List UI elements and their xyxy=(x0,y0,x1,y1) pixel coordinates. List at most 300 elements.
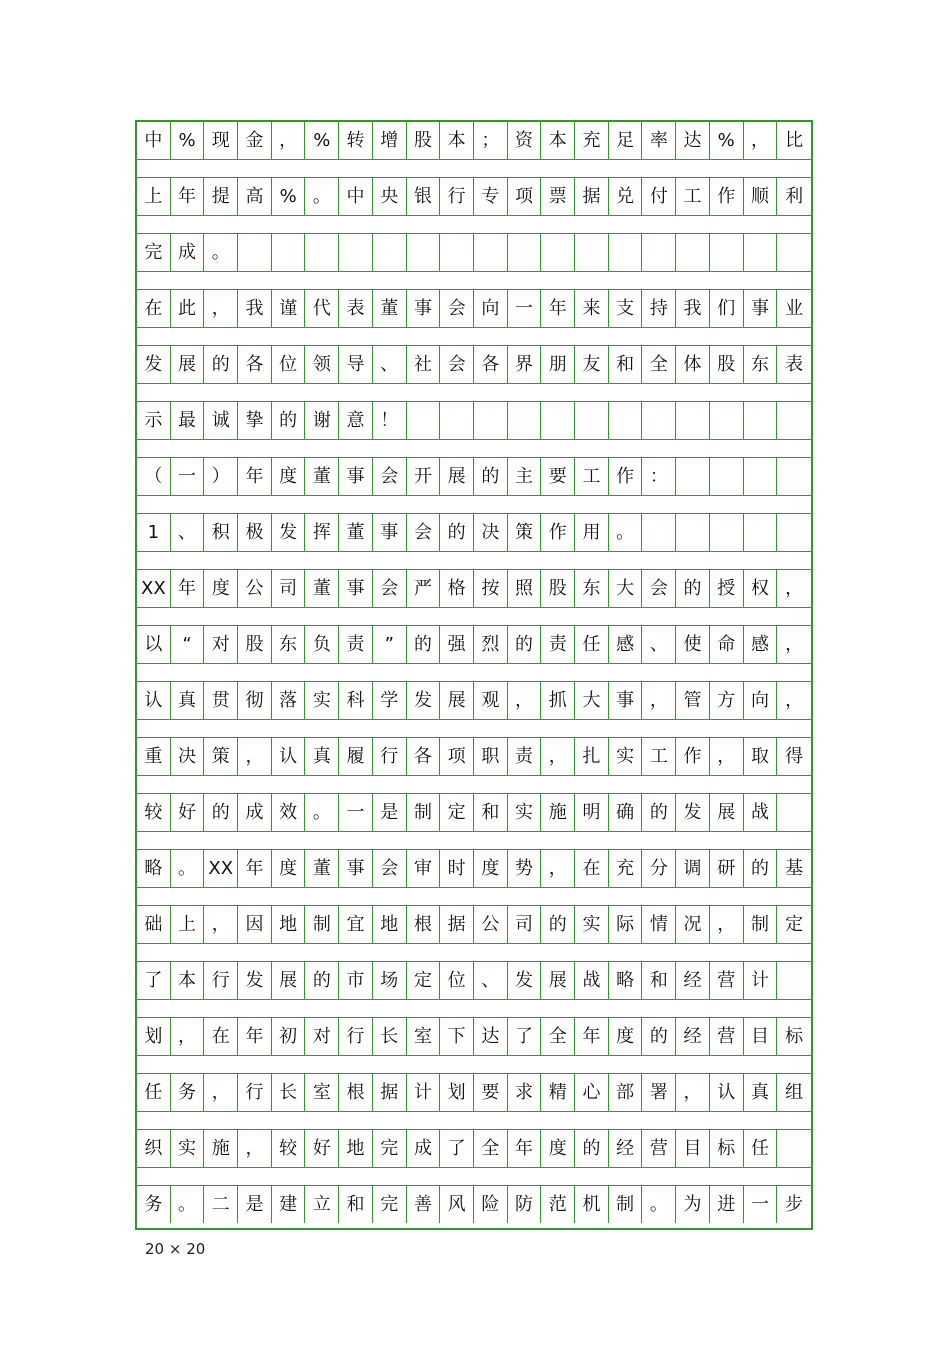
grid-cell: 学 xyxy=(373,682,407,719)
grid-cell: 、 xyxy=(643,626,677,663)
grid-cell: 真 xyxy=(306,738,340,775)
grid-cell xyxy=(676,514,710,551)
grid-cell: ， xyxy=(785,689,804,711)
grid-cell: 管 xyxy=(676,682,710,719)
grid-cell: ， xyxy=(710,906,744,943)
grid-cell: 立 xyxy=(306,1186,340,1223)
grid-cell: 。 xyxy=(609,514,643,551)
grid-cell: 本 xyxy=(541,122,575,159)
grid-cell: 的 xyxy=(508,626,542,663)
grid-cell: ， xyxy=(541,850,575,887)
grid-cell: 况 xyxy=(676,906,710,943)
row-gap xyxy=(137,663,811,682)
grid-cell: 董 xyxy=(306,850,340,887)
grid-cell: 完 xyxy=(137,234,171,271)
grid-cell: 础 xyxy=(137,906,171,943)
grid-cell xyxy=(373,234,407,271)
grid-cell: 年 xyxy=(508,1130,542,1167)
grid-cell: 认 xyxy=(137,682,171,719)
grid-cell: ， xyxy=(785,577,804,599)
grid-cell: 标 xyxy=(710,1130,744,1167)
grid-cell: 营 xyxy=(710,1018,744,1055)
grid-row xyxy=(137,1186,811,1223)
grid-cell xyxy=(676,402,710,439)
row-gap xyxy=(137,607,811,626)
grid-cell: 进 xyxy=(710,1186,744,1223)
grid-cell: 我 xyxy=(676,290,710,327)
grid-cell xyxy=(440,402,474,439)
grid-cell: 抓 xyxy=(541,682,575,719)
grid-cell: 现 xyxy=(204,122,238,159)
grid-row xyxy=(137,458,811,495)
grid-cell: 行 xyxy=(440,178,474,215)
grid-cell xyxy=(744,402,778,439)
grid-cell: 金 xyxy=(238,122,272,159)
grid-cell: 央 xyxy=(373,178,407,215)
grid-cell: 扎 xyxy=(575,738,609,775)
grid-cell: 来 xyxy=(575,290,609,327)
grid-cell: 是 xyxy=(373,794,407,831)
grid-cell: 的 xyxy=(306,962,340,999)
grid-cell: 完 xyxy=(373,1130,407,1167)
grid-cell: 股 xyxy=(710,346,744,383)
grid-cell: 大 xyxy=(575,682,609,719)
grid-cell: 较 xyxy=(137,794,171,831)
grid-cell: 示 xyxy=(137,402,171,439)
grid-cell: 营 xyxy=(643,1130,677,1167)
grid-cell: 为 xyxy=(676,1186,710,1223)
row-gap xyxy=(137,1111,811,1130)
grid-row xyxy=(137,794,811,831)
grid-cell: 实 xyxy=(508,794,542,831)
grid-cell: 东 xyxy=(744,346,778,383)
grid-cell: 观 xyxy=(474,682,508,719)
grid-cell: 开 xyxy=(407,458,441,495)
grid-cell: 方 xyxy=(710,682,744,719)
grid-cell: 制 xyxy=(744,906,778,943)
grid-cell: ， xyxy=(204,906,238,943)
grid-cell: 按 xyxy=(474,570,508,607)
grid-cell xyxy=(777,1130,811,1167)
grid-cell: 实 xyxy=(609,738,643,775)
grid-cell: 行 xyxy=(373,738,407,775)
grid-cell: 计 xyxy=(407,1074,441,1111)
grid-cell: 步 xyxy=(785,1193,804,1215)
grid-cell: 事 xyxy=(744,290,778,327)
grid-cell: 地 xyxy=(339,1130,373,1167)
row-gap xyxy=(137,551,811,570)
grid-cell: 。 xyxy=(306,178,340,215)
grid-cell: 充 xyxy=(575,122,609,159)
grid-cell: 展 xyxy=(272,962,306,999)
grid-cell: 建 xyxy=(272,1186,306,1223)
grid-cell: 时 xyxy=(440,850,474,887)
grid-cell: 署 xyxy=(643,1074,677,1111)
grid-cell: ！ xyxy=(373,402,407,439)
grid-cell: 谨 xyxy=(272,290,306,327)
grid-cell: 司 xyxy=(272,570,306,607)
row-gap xyxy=(137,887,811,906)
grid-cell: 完 xyxy=(373,1186,407,1223)
grid-cell: 织 xyxy=(137,1130,171,1167)
grid-cell: 初 xyxy=(272,1018,306,1055)
grid-cell: 略 xyxy=(137,850,171,887)
grid-cell: 谢 xyxy=(306,402,340,439)
grid-cell: 发 xyxy=(407,682,441,719)
grid-cell: 会 xyxy=(440,346,474,383)
grid-cell: 诚 xyxy=(204,402,238,439)
grid-cell: 。 xyxy=(171,850,205,887)
grid-cell: 。 xyxy=(306,794,340,831)
grid-cell: ， xyxy=(204,1074,238,1111)
grid-cell: ） xyxy=(204,458,238,495)
grid-cell: 制 xyxy=(407,794,441,831)
grid-cell xyxy=(777,458,811,495)
grid-cell: 增 xyxy=(373,122,407,159)
grid-cell: 付 xyxy=(643,178,677,215)
grid-cell: % xyxy=(710,122,744,159)
grid-cell: 中 xyxy=(339,178,373,215)
grid-cell: 事 xyxy=(407,290,441,327)
grid-cell xyxy=(777,234,811,271)
grid-row xyxy=(137,290,811,327)
grid-cell xyxy=(676,234,710,271)
grid-cell: 取 xyxy=(744,738,778,775)
grid-row xyxy=(137,906,811,943)
grid-cell: 定 xyxy=(440,794,474,831)
row-gap xyxy=(137,159,811,178)
grid-cell xyxy=(643,514,677,551)
row-gap xyxy=(137,775,811,794)
grid-cell: 际 xyxy=(609,906,643,943)
grid-cell: 全 xyxy=(643,346,677,383)
grid-cell: 责 xyxy=(339,626,373,663)
grid-cell: 向 xyxy=(474,290,508,327)
grid-cell: 年 xyxy=(575,1018,609,1055)
grid-cell xyxy=(541,402,575,439)
grid-cell xyxy=(407,402,441,439)
grid-cell: 强 xyxy=(440,626,474,663)
grid-cell: 授 xyxy=(710,570,744,607)
grid-cell xyxy=(710,402,744,439)
grid-cell: 的 xyxy=(541,906,575,943)
grid-cell: 大 xyxy=(609,570,643,607)
grid-row xyxy=(137,626,811,663)
grid-cell: 提 xyxy=(204,178,238,215)
row-gap xyxy=(137,439,811,458)
grid-cell: 行 xyxy=(238,1074,272,1111)
grid-cell xyxy=(777,514,811,551)
grid-cell: ” xyxy=(373,626,407,663)
grid-cell: 事 xyxy=(339,458,373,495)
grid-cell: 股 xyxy=(407,122,441,159)
grid-cell: 项 xyxy=(440,738,474,775)
grid-cell: 在 xyxy=(575,850,609,887)
grid-cell: 和 xyxy=(339,1186,373,1223)
grid-cell: 了 xyxy=(508,1018,542,1055)
grid-cell: ， xyxy=(272,122,306,159)
grid-cell: 决 xyxy=(474,514,508,551)
grid-cell: 根 xyxy=(407,906,441,943)
row-gap xyxy=(137,495,811,514)
grid-cell: 度 xyxy=(272,458,306,495)
grid-cell: 度 xyxy=(272,850,306,887)
grid-cell: 顺 xyxy=(744,178,778,215)
grid-cell: 计 xyxy=(744,962,778,999)
grid-row xyxy=(137,234,811,271)
grid-cell: 使 xyxy=(676,626,710,663)
grid-cell: 以 xyxy=(137,626,171,663)
grid-cell: 挥 xyxy=(306,514,340,551)
grid-cell: XX xyxy=(137,570,171,607)
grid-cell: 略 xyxy=(609,962,643,999)
grid-cell: 会 xyxy=(440,290,474,327)
grid-cell: 感 xyxy=(609,626,643,663)
grid-cell: 对 xyxy=(306,1018,340,1055)
grid-cell: 发 xyxy=(676,794,710,831)
grid-cell: 经 xyxy=(676,962,710,999)
grid-cell: 制 xyxy=(609,1186,643,1223)
grid-cell: 了 xyxy=(137,962,171,999)
grid-cell: 营 xyxy=(710,962,744,999)
grid-cell: 感 xyxy=(744,626,778,663)
grid-cell: 定 xyxy=(785,913,804,935)
grid-cell xyxy=(508,234,542,271)
grid-cell: 任 xyxy=(137,1074,171,1111)
grid-cell: ： xyxy=(643,458,677,495)
grid-cell: 转 xyxy=(339,122,373,159)
grid-row xyxy=(137,346,811,383)
grid-cell: 的 xyxy=(676,570,710,607)
grid-cell: ， xyxy=(238,1130,272,1167)
grid-cell: 二 xyxy=(204,1186,238,1223)
grid-cell: 责 xyxy=(541,626,575,663)
grid-cell: 我 xyxy=(238,290,272,327)
grid-cell xyxy=(407,234,441,271)
grid-cell xyxy=(609,402,643,439)
grid-cell: 经 xyxy=(676,1018,710,1055)
grid-cell: 划 xyxy=(137,1018,171,1055)
grid-cell: 东 xyxy=(575,570,609,607)
grid-cell: 们 xyxy=(710,290,744,327)
grid-cell: 工 xyxy=(575,458,609,495)
grid-cell: 彻 xyxy=(238,682,272,719)
grid-cell: 的 xyxy=(272,402,306,439)
row-gap xyxy=(137,383,811,402)
grid-row xyxy=(137,850,811,887)
grid-cell: 下 xyxy=(440,1018,474,1055)
grid-cell: 成 xyxy=(171,234,205,271)
grid-cell: 策 xyxy=(204,738,238,775)
grid-cell xyxy=(744,514,778,551)
grid-cell: 履 xyxy=(339,738,373,775)
grid-cell: 向 xyxy=(744,682,778,719)
grid-cell: 资 xyxy=(508,122,542,159)
grid-cell: 作 xyxy=(710,178,744,215)
grid-cell: ， xyxy=(204,290,238,327)
grid-cell: 务 xyxy=(137,1186,171,1223)
grid-cell: 实 xyxy=(171,1130,205,1167)
grid-cell: 经 xyxy=(609,1130,643,1167)
grid-cell: 基 xyxy=(785,857,804,879)
grid-cell: 研 xyxy=(710,850,744,887)
grid-cell xyxy=(508,402,542,439)
grid-cell: “ xyxy=(171,626,205,663)
grid-cell: 达 xyxy=(474,1018,508,1055)
grid-cell: 较 xyxy=(272,1130,306,1167)
grid-cell xyxy=(744,458,778,495)
grid-cell xyxy=(238,234,272,271)
grid-cell: 好 xyxy=(171,794,205,831)
grid-cell: 行 xyxy=(339,1018,373,1055)
row-gap xyxy=(137,215,811,234)
grid-cell: 发 xyxy=(508,962,542,999)
grid-cell: 职 xyxy=(474,738,508,775)
grid-cell: 的 xyxy=(575,1130,609,1167)
grid-cell: 要 xyxy=(474,1074,508,1111)
grid-cell: 策 xyxy=(508,514,542,551)
grid-size-label: 20 × 20 xyxy=(145,1240,206,1258)
grid-cell: 据 xyxy=(373,1074,407,1111)
grid-cell: 工 xyxy=(643,738,677,775)
grid-cell: 要 xyxy=(541,458,575,495)
grid-cell: 度 xyxy=(474,850,508,887)
grid-cell: 精 xyxy=(541,1074,575,1111)
grid-cell: 分 xyxy=(643,850,677,887)
grid-cell: 据 xyxy=(575,178,609,215)
grid-cell: 在 xyxy=(204,1018,238,1055)
grid-cell: 的 xyxy=(204,794,238,831)
grid-row xyxy=(137,1074,811,1111)
grid-cell: 室 xyxy=(306,1074,340,1111)
grid-cell: 实 xyxy=(575,906,609,943)
row-gap xyxy=(137,831,811,850)
grid-cell: 发 xyxy=(137,346,171,383)
grid-cell: 公 xyxy=(474,906,508,943)
grid-cell: ， xyxy=(238,738,272,775)
grid-cell: 发 xyxy=(272,514,306,551)
grid-cell xyxy=(710,458,744,495)
grid-cell: 的 xyxy=(744,850,778,887)
grid-cell: 中 xyxy=(137,122,171,159)
grid-cell: 年 xyxy=(238,1018,272,1055)
row-gap xyxy=(137,1055,811,1074)
grid-cell: 务 xyxy=(171,1074,205,1111)
grid-cell: 的 xyxy=(474,458,508,495)
grid-cell: 积 xyxy=(204,514,238,551)
grid-cell: 和 xyxy=(474,794,508,831)
grid-cell: 社 xyxy=(407,346,441,383)
grid-cell: 权 xyxy=(744,570,778,607)
grid-cell: 作 xyxy=(676,738,710,775)
grid-cell: 用 xyxy=(575,514,609,551)
row-gap xyxy=(137,719,811,738)
grid-cell xyxy=(777,402,811,439)
grid-cell xyxy=(643,234,677,271)
grid-cell: 战 xyxy=(575,962,609,999)
grid-cell: 了 xyxy=(440,1130,474,1167)
grid-cell: 确 xyxy=(609,794,643,831)
grid-cell: 票 xyxy=(541,178,575,215)
grid-cell: 会 xyxy=(373,570,407,607)
grid-cell: 项 xyxy=(508,178,542,215)
grid-cell: ， xyxy=(171,1018,205,1055)
grid-cell: 展 xyxy=(541,962,575,999)
grid-cell: 本 xyxy=(171,962,205,999)
grid-cell xyxy=(710,234,744,271)
grid-cell xyxy=(575,402,609,439)
grid-cell xyxy=(676,458,710,495)
grid-cell: 制 xyxy=(306,906,340,943)
grid-row xyxy=(137,178,811,215)
grid-cell: 一 xyxy=(339,794,373,831)
grid-cell: 上 xyxy=(137,178,171,215)
grid-cell: 作 xyxy=(609,458,643,495)
grid-cell: 公 xyxy=(238,570,272,607)
grid-cell xyxy=(609,234,643,271)
grid-cell: 支 xyxy=(609,290,643,327)
grid-row xyxy=(137,122,811,159)
grid-cell: 实 xyxy=(306,682,340,719)
grid-cell: 对 xyxy=(204,626,238,663)
grid-cell: 董 xyxy=(373,290,407,327)
grid-cell: % xyxy=(171,122,205,159)
grid-cell: ， xyxy=(785,633,804,655)
grid-cell: 格 xyxy=(440,570,474,607)
grid-cell: 年 xyxy=(171,570,205,607)
grid-cell: 命 xyxy=(710,626,744,663)
grid-cell: ， xyxy=(508,682,542,719)
grid-cell: 挚 xyxy=(238,402,272,439)
grid-cell: （ xyxy=(137,458,171,495)
grid-cell: 组 xyxy=(785,1081,804,1103)
row-gap xyxy=(137,943,811,962)
grid-cell: 友 xyxy=(575,346,609,383)
grid-cell: 长 xyxy=(272,1074,306,1111)
grid-cell: 各 xyxy=(238,346,272,383)
grid-cell: 一 xyxy=(508,290,542,327)
grid-cell: 表 xyxy=(339,290,373,327)
grid-cell: 落 xyxy=(272,682,306,719)
grid-cell: 代 xyxy=(306,290,340,327)
grid-cell: ， xyxy=(710,738,744,775)
grid-cell: 势 xyxy=(508,850,542,887)
grid-cell: 施 xyxy=(541,794,575,831)
grid-row xyxy=(137,962,811,999)
grid-cell: 部 xyxy=(609,1074,643,1111)
grid-cell: 事 xyxy=(339,570,373,607)
grid-cell: 审 xyxy=(407,850,441,887)
grid-cell: 调 xyxy=(676,850,710,887)
grid-cell: 意 xyxy=(339,402,373,439)
grid-cell: 会 xyxy=(373,458,407,495)
grid-cell: 风 xyxy=(440,1186,474,1223)
grid-cell: 业 xyxy=(785,297,804,319)
grid-cell: 和 xyxy=(609,346,643,383)
grid-cell: 负 xyxy=(306,626,340,663)
manuscript-grid xyxy=(135,120,813,1230)
grid-cell: 室 xyxy=(407,1018,441,1055)
grid-row xyxy=(137,1018,811,1055)
grid-cell: 年 xyxy=(171,178,205,215)
grid-cell: 会 xyxy=(407,514,441,551)
grid-cell: ， xyxy=(676,1074,710,1111)
grid-cell: 董 xyxy=(306,458,340,495)
grid-cell: 位 xyxy=(272,346,306,383)
grid-cell: 度 xyxy=(541,1130,575,1167)
grid-cell: 全 xyxy=(474,1130,508,1167)
grid-cell: 效 xyxy=(272,794,306,831)
